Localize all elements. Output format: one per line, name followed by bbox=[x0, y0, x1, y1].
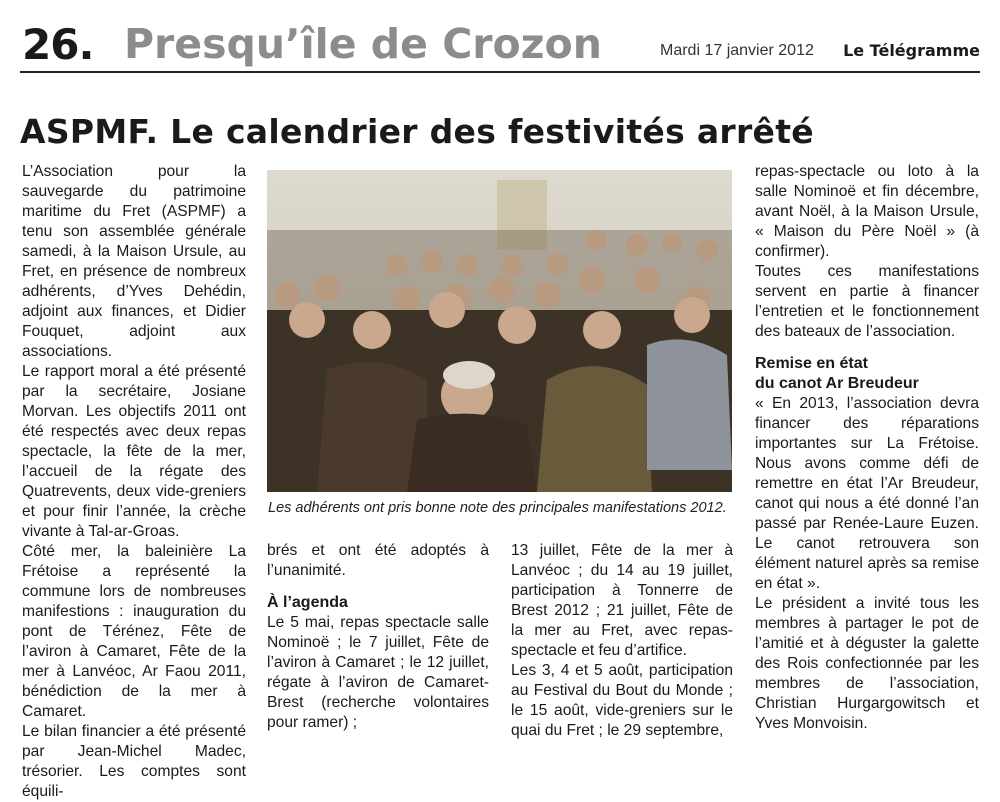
issue-date: Mardi 17 janvier 2012 bbox=[660, 42, 814, 59]
column-2 bbox=[267, 541, 489, 733]
photo-caption: Les adhérents ont pris bonne note des principales manifestations 2012. bbox=[268, 500, 727, 516]
remise-heading-line1: Remise en état bbox=[755, 355, 868, 372]
paragraph: repas-spectacle ou loto à la salle Nominoë et fin décembre, avant Noël, à la Maison Ursule, « Maison du Père Noël » (à confirmer). bbox=[755, 163, 979, 260]
agenda-heading: À l’agenda bbox=[267, 594, 348, 611]
article-photo bbox=[267, 170, 732, 492]
article-headline: ASPMF. Le calendrier des festivités arrêté bbox=[20, 112, 814, 151]
paragraph: Côté mer, la baleinière La Frétoise a représenté la commune lors de nombreuses manifestions : inauguration du pont de Térénez, Fête de l’aviron à Camaret, Fête de la mer à Lanvéoc, Ar Faou 2011, bénédiction de la mer à Camaret. bbox=[22, 543, 246, 720]
paragraph: Le rapport moral a été présenté par la secrétaire, Josiane Morvan. Les objectifs 2011 ont été respectés avec deux repas spectacle, la fête de la mer, l’accueil de la régate des Quatrevents, deux vide-greniers et pour finir l’année, la crèche vivante à Tal-ar-Groas. bbox=[22, 363, 246, 540]
paragraph: brés et ont été adoptés à l’unanimité. bbox=[267, 542, 489, 579]
newspaper-name: Le Télégramme bbox=[843, 41, 980, 60]
audience-photo-image bbox=[267, 170, 732, 492]
header-rule bbox=[20, 71, 980, 73]
paragraph: Toutes ces manifestations servent en partie à financer l’entretien et le fonctionnement des bateaux de l’association. bbox=[755, 263, 979, 340]
paragraph: « En 2013, l’association devra financer des réparations importantes sur La Frétoise. Nous avons comme défi de remettre en état l’Ar Breudeur, canot qui nous a été donné l’an passé par Renée-Laure Euzen. Le canot retrouvera son élément naturel après sa remise en état ». bbox=[755, 395, 979, 592]
column-3 bbox=[511, 541, 733, 741]
column-1 bbox=[22, 162, 246, 802]
section-title: Presqu’île de Crozon bbox=[124, 20, 602, 68]
paragraph: Le 5 mai, repas spectacle salle Nominoë ; le 7 juillet, Fête de l’aviron à Camaret ; le 12 juillet, régate à l’aviron de Camaret- Brest (recherche volontaires pour ramer) ; bbox=[267, 614, 489, 731]
paragraph: Le président a invité tous les membres à partager le pot de l’amitié et à déguster la galette des Rois confectionnée par les membres de l’association, Christian Hurgargowitsch et Yves Monvoisin. bbox=[755, 595, 979, 732]
paragraph: 13 juillet, Fête de la mer à Lanvéoc ; du 14 au 19 juillet, participation à Tonnerre de Brest 2012 ; 21 juillet, Fête de la mer au Fret, avec repas-spectacle et feu d’artifice. bbox=[511, 542, 733, 659]
page-number: 26. bbox=[22, 20, 94, 69]
paragraph: L’Association pour la sauvegarde du patrimoine maritime du Fret (ASPMF) a tenu son assemblée générale samedi, à la Maison Ursule, au Fret, en présence de nombreux adhérents, d’Yves Dehédin, adjoint aux finances, et Didier Fouquet, adjoint aux associations. bbox=[22, 163, 246, 360]
paragraph: Le bilan financier a été présenté par Jean-Michel Madec, trésorier. Les comptes sont équili- bbox=[22, 723, 246, 800]
masthead bbox=[20, 18, 980, 74]
column-4 bbox=[755, 162, 979, 734]
remise-heading-line2: du canot Ar Breudeur bbox=[755, 375, 919, 392]
paragraph: Les 3, 4 et 5 août, participation au Festival du Bout du Monde ; le 15 août, vide-greniers sur le quai du Fret ; le 29 septembre, bbox=[511, 662, 733, 739]
